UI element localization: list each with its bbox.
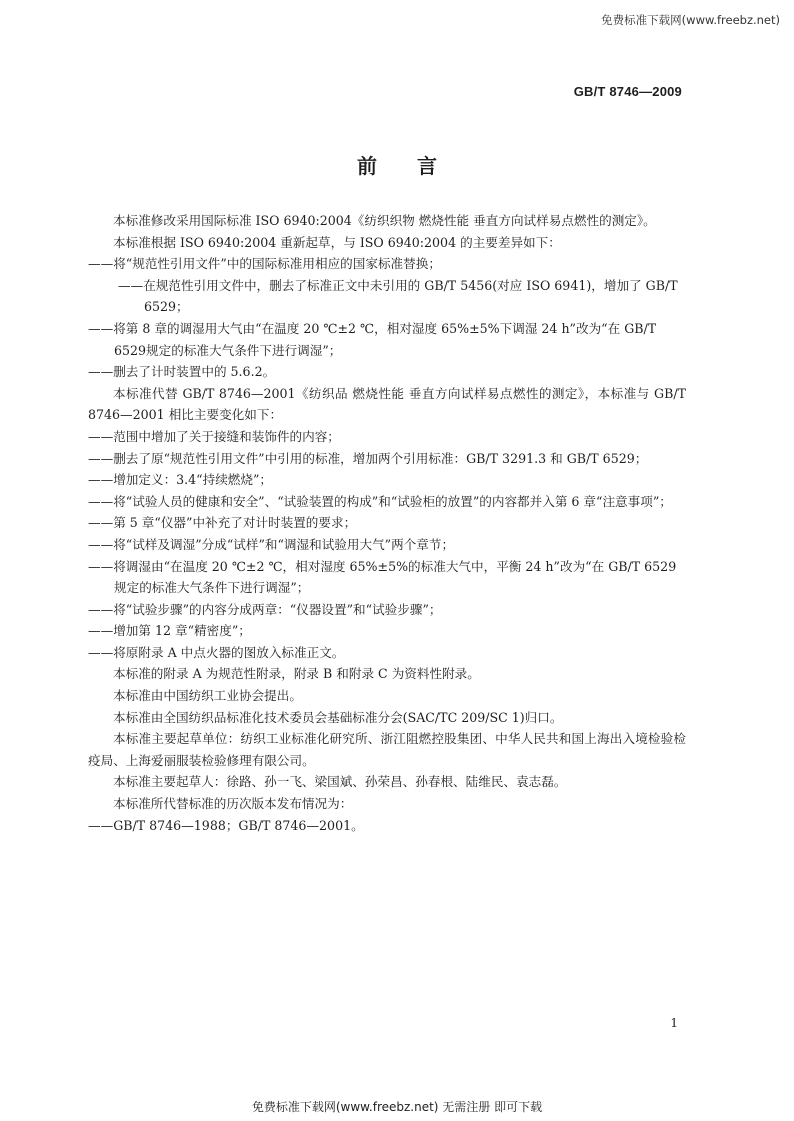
top-watermark: 免费标准下载网(www.freebz.net) — [601, 13, 780, 27]
page-title: 前言 — [357, 154, 477, 178]
paragraph: 本标准代替 GB/T 8746—2001《纺织品 燃烧性能 垂直方向试样易点燃性的测定》，本标准与 GB/T 8746—2001 相比主要变化如下： — [88, 385, 686, 423]
paragraph: 本标准主要起草单位：纺织工业标准化研究所、浙江阻燃控股集团、中华人民共和国上海出入境检验检疫局、上海爱丽服装检验修理有限公司。 — [88, 731, 686, 768]
list-item: —— 将“试样及调湿”分成“试样”和“调湿和试验用大气”两个章节； — [88, 534, 686, 556]
page-number: 1 — [670, 1016, 678, 1030]
list-item: —— 将调湿由“在温度 20 ℃±2 ℃，相对湿度 65%±5%的标准大气中，平衡 24 h”改为“在 GB/T 6529规定的标准大气条件下进行调湿”； — [88, 556, 686, 599]
paragraph: 本标准由全国纺织品标准化技术委员会基础标准分会(SAC/TC 209/SC 1)归口。 — [113, 709, 563, 725]
list-item: —— 将第 8 章的调湿用大气由“在温度 20 ℃±2 ℃，相对湿度 65%±5%下调湿 24 h”改为“在 GB/T 6529规定的标准大气条件下进行调湿”； — [88, 318, 686, 361]
paragraph: 本标准的附录 A 为规范性附录，附录 B 和附录 C 为资料性附录。 — [113, 666, 480, 682]
list-item: —— 增加第 12 章“精密度”； — [88, 620, 686, 642]
list-item: —— 将“规范性引用文件”中的国际标准用相应的国家标准替换； — [88, 253, 686, 275]
list-item: —— 第 5 章“仪器”中补充了对计时装置的要求； — [88, 512, 686, 534]
list-item: —— 范围中增加了关于接缝和装饰件的内容； — [88, 426, 686, 448]
document-id: GB/T 8746—2009 — [573, 84, 682, 99]
list-item: —— 将“试验人员的健康和安全”、“试验装置的构成”和“试验柜的放置”的内容都并入第 6 章“注意事项”； — [88, 491, 686, 513]
bottom-watermark: 免费标准下载网(www.freebz.net) 无需注册 即可下载 — [251, 1100, 543, 1114]
foreword-body — [88, 210, 686, 836]
paragraph: 本标准修改采用国际标准 ISO 6940:2004《纺织织物 燃烧性能 垂直方向试样易点燃性的测定》。 — [113, 213, 656, 228]
list-item: —— 删去了原“规范性引用文件”中引用的标准，增加两个引用标准：GB/T 3291.3 和 GB/T 6529； — [88, 448, 686, 470]
list-item: —— GB/T 8746—1988；GB/T 8746—2001。 — [88, 815, 686, 837]
paragraph: 本标准由中国纺织工业协会提出。 — [113, 688, 302, 704]
list-item: —— 将原附录 A 中点火器的图放入标准正文。 — [88, 642, 686, 664]
list-item: —— 在规范性引用文件中，删去了标准正文中未引用的 GB/T 5456(对应 ISO 6941)，增加了 GB/T 6529； — [88, 275, 686, 318]
list-item: —— 增加定义：3.4“持续燃烧”； — [88, 469, 686, 491]
paragraph: 本标准所代替标准的历次版本发布情况为： — [113, 796, 353, 812]
paragraph: 本标准根据 ISO 6940:2004 重新起草，与 ISO 6940:2004 的主要差异如下： — [113, 234, 561, 250]
list-item: —— 删去了计时装置中的 5.6.2。 — [88, 361, 686, 383]
paragraph: 本标准主要起草人：徐路、孙一飞、梁国斌、孙荣昌、孙春根、陆维民、袁志磊。 — [113, 774, 567, 790]
list-item: —— 将“试验步骤”的内容分成两章：“仪器设置”和“试验步骤”； — [88, 599, 686, 621]
